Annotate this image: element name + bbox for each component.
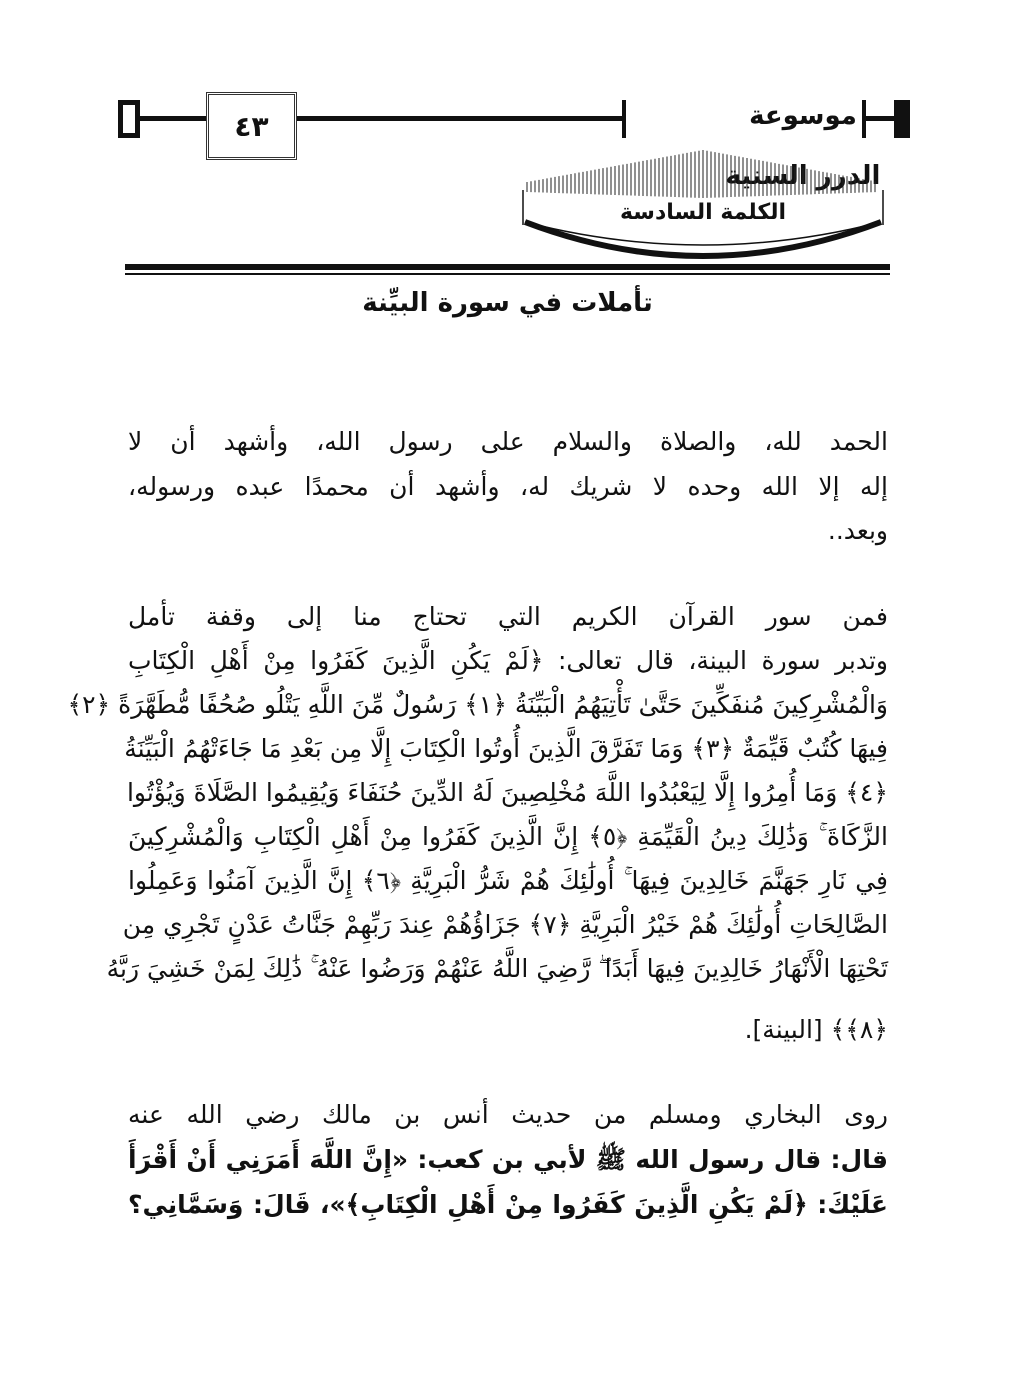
section-label: الكلمة السادسة	[619, 200, 787, 225]
text-line: وبعد..	[827, 516, 888, 545]
text-line: إله إلا الله وحده لا شريك له، وأشهد أن محمدًا عبده ورسوله،	[128, 472, 888, 501]
section-banner	[517, 150, 889, 262]
text-line: تَحْتِهَا الْأَنْهَارُ خَالِدِينَ فِيهَا أَبَدًا ۖ رَّضِيَ اللَّهُ عَنْهُمْ وَرَضُوا عَنْهُ ۚ ذَٰلِكَ لِمَنْ خَشِيَ رَبَّهُ	[106, 954, 888, 983]
page-number: ٤٣	[206, 92, 297, 160]
page-title: تأملات في سورة البيِّنة	[362, 288, 653, 318]
text-line: روى البخاري ومسلم من حديث أنس بن مالك رضي الله عنه	[128, 1100, 888, 1129]
header-rule-thick	[125, 264, 890, 270]
text-line: فمن سور القرآن الكريم التي تحتاج منا إلى وقفة تأمل	[128, 602, 888, 631]
header-rule-thin	[125, 273, 890, 275]
text-line: الزَّكَاةَ ۚ وَذَٰلِكَ دِينُ الْقَيِّمَةِ ﴿٥﴾ إِنَّ الَّذِينَ كَفَرُوا مِنْ أَهْلِ الْكِتَابِ وَالْمُشْرِكِينَ	[128, 822, 888, 851]
text-line: عَلَيْكَ: ﴿لَمْ يَكُنِ الَّذِينَ كَفَرُوا مِنْ أَهْلِ الْكِتَابِ﴾»، قَالَ: وَسَمَّانِي؟	[128, 1190, 888, 1219]
text-line: ﴿٨﴾﴾ [البينة].	[744, 1015, 888, 1044]
text-line: فِي نَارِ جَهَنَّمَ خَالِدِينَ فِيهَا ۚ أُولَٰئِكَ هُمْ شَرُّ الْبَرِيَّةِ ﴿٦﴾ إِنَّ الَّذِينَ آمَنُوا وَعَمِلُوا	[128, 866, 888, 895]
text-line: قال: قال رسول الله ﷺ لأبي بن كعب: «إِنَّ اللَّهَ أَمَرَنِي أَنْ أَقْرَأَ	[128, 1145, 888, 1174]
text-line: الصَّالِحَاتِ أُولَٰئِكَ هُمْ خَيْرُ الْبَرِيَّةِ ﴿٧﴾ جَزَاؤُهُمْ عِندَ رَبِّهِمْ جَنَّاتُ عَدْنٍ تَجْرِي مِن	[122, 910, 888, 939]
text-line: فِيهَا كُتُبٌ قَيِّمَةٌ ﴿٣﴾ وَمَا تَفَرَّقَ الَّذِينَ أُوتُوا الْكِتَابَ إِلَّا مِن بَعْدِ مَا جَاءَتْهُمُ الْبَيِّنَةُ	[124, 734, 888, 763]
text-line: ﴿٤﴾ وَمَا أُمِرُوا إِلَّا لِيَعْبُدُوا اللَّهَ مُخْلِصِينَ لَهُ الدِّينَ حُنَفَاءَ وَيُقِيمُوا الصَّلَاةَ وَيُؤْتُوا	[126, 778, 888, 807]
publication-logo: موسوعة الدرر السنية	[725, 101, 881, 191]
text-line: وتدبر سورة البينة، قال تعالى: ﴿لَمْ يَكُنِ الَّذِينَ كَفَرُوا مِنْ أَهْلِ الْكِتَابِ	[128, 646, 888, 675]
text-line: الحمد لله، والصلاة والسلام على رسول الله، وأشهد أن لا	[128, 427, 888, 456]
text-line: وَالْمُشْرِكِينَ مُنفَكِّينَ حَتَّىٰ تَأْتِيَهُمُ الْبَيِّنَةُ ﴿١﴾ رَسُولٌ مِّنَ اللَّهِ يَتْلُو صُحُفًا مُّطَهَّرَةً ﴿٢﴾	[67, 690, 888, 719]
